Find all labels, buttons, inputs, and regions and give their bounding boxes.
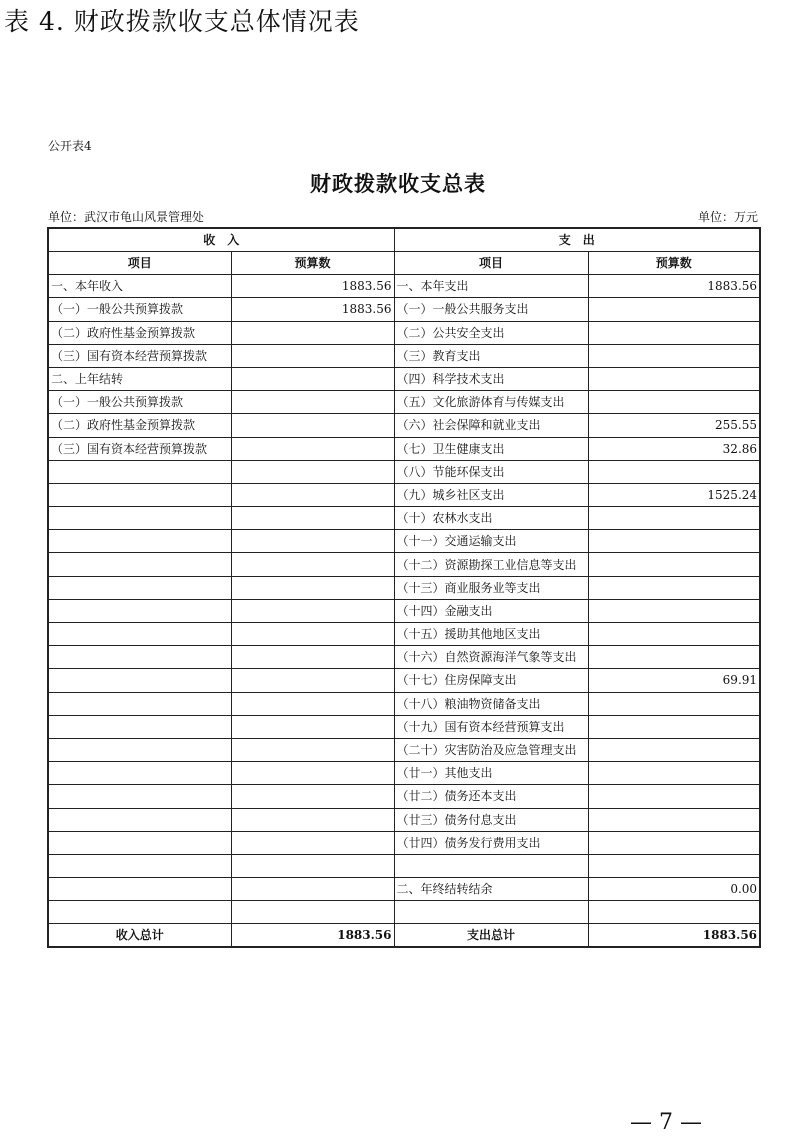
income-total-label: 收入总计	[48, 924, 231, 948]
expense-amount-cell	[588, 901, 760, 924]
income-item-cell	[48, 808, 231, 831]
income-item-cell	[48, 762, 231, 785]
table-row	[48, 321, 760, 344]
expense-item-cell: （二十）灾害防治及应急管理支出	[394, 738, 588, 761]
expense-item-cell: （三）教育支出	[394, 344, 588, 367]
expense-amount-cell	[588, 854, 760, 877]
income-amount-cell: 1883.56	[231, 298, 394, 321]
table-row	[48, 576, 760, 599]
income-amount-cell	[231, 692, 394, 715]
expense-item-cell: （十七）住房保障支出	[394, 669, 588, 692]
expense-amount-cell	[588, 831, 760, 854]
expense-item-cell: （十四）金融支出	[394, 599, 588, 622]
expense-item-cell: （廿三）债务付息支出	[394, 808, 588, 831]
expense-total-label: 支出总计	[394, 924, 588, 948]
table-row	[48, 692, 760, 715]
income-item-cell	[48, 831, 231, 854]
table-row	[48, 762, 760, 785]
expense-item-cell: （廿一）其他支出	[394, 762, 588, 785]
expense-amount-cell: 69.91	[588, 669, 760, 692]
expense-amount-cell	[588, 391, 760, 414]
header-row-columns	[48, 252, 760, 275]
income-item-cell	[48, 738, 231, 761]
expense-item-cell: 二、年终结转结余	[394, 878, 588, 901]
expense-item-cell: （二）公共安全支出	[394, 321, 588, 344]
expense-item-cell: （十九）国有资本经营预算支出	[394, 715, 588, 738]
income-item-cell: （二）政府性基金预算拨款	[48, 321, 231, 344]
unit-currency: 单位：万元	[697, 210, 758, 224]
expense-amount-cell	[588, 623, 760, 646]
income-amount-cell	[231, 576, 394, 599]
expense-item-cell: （十）农林水支出	[394, 507, 588, 530]
income-item-cell: 一、本年收入	[48, 275, 231, 298]
income-amount-cell	[231, 646, 394, 669]
income-amount-cell	[231, 344, 394, 367]
income-amount-cell	[231, 762, 394, 785]
income-item-header: 项目	[48, 252, 231, 275]
expense-item-cell: （七）卫生健康支出	[394, 437, 588, 460]
income-amount-cell	[231, 623, 394, 646]
budget-table-body	[48, 228, 760, 947]
table-row	[48, 599, 760, 622]
income-amount-cell	[231, 831, 394, 854]
income-budget-header: 预算数	[231, 252, 394, 275]
expense-amount-cell	[588, 738, 760, 761]
expense-amount-cell	[588, 530, 760, 553]
income-amount-cell: 1883.56	[231, 275, 394, 298]
expense-item-cell: （廿二）债务还本支出	[394, 785, 588, 808]
expense-amount-cell	[588, 646, 760, 669]
table-row	[48, 808, 760, 831]
totals-row	[48, 924, 760, 948]
table-row	[48, 344, 760, 367]
expense-item-cell: （十八）粮油物资储备支出	[394, 692, 588, 715]
expense-amount-cell	[588, 762, 760, 785]
income-amount-cell	[231, 669, 394, 692]
expense-amount-cell	[588, 599, 760, 622]
table-row	[48, 901, 760, 924]
expense-amount-cell	[588, 808, 760, 831]
income-item-cell: （一）一般公共预算拨款	[48, 391, 231, 414]
income-section-header: 收 入	[48, 228, 394, 252]
income-item-cell	[48, 623, 231, 646]
expense-amount-cell	[588, 553, 760, 576]
expense-amount-cell	[588, 460, 760, 483]
income-item-cell	[48, 692, 231, 715]
table-row	[48, 854, 760, 877]
expense-amount-cell: 1525.24	[588, 483, 760, 506]
income-item-cell: （三）国有资本经营预算拨款	[48, 437, 231, 460]
expense-budget-header: 预算数	[588, 252, 760, 275]
income-amount-cell	[231, 785, 394, 808]
income-item-cell	[48, 507, 231, 530]
expense-amount-cell	[588, 321, 760, 344]
expense-amount-cell	[588, 692, 760, 715]
expense-item-cell: （八）节能环保支出	[394, 460, 588, 483]
income-amount-cell	[231, 460, 394, 483]
table-row	[48, 391, 760, 414]
table-row	[48, 298, 760, 321]
expense-item-cell: （廿四）债务发行费用支出	[394, 831, 588, 854]
unit-organization: 单位：武汉市龟山风景管理处	[48, 210, 205, 224]
income-amount-cell	[231, 854, 394, 877]
income-amount-cell	[231, 321, 394, 344]
page-number: — 7 —	[630, 1110, 702, 1135]
income-amount-cell	[231, 808, 394, 831]
expense-item-cell: （十五）援助其他地区支出	[394, 623, 588, 646]
income-amount-cell	[231, 878, 394, 901]
income-amount-cell	[231, 507, 394, 530]
table-row	[48, 553, 760, 576]
income-amount-cell	[231, 367, 394, 390]
expense-amount-cell	[588, 507, 760, 530]
expense-item-cell	[394, 854, 588, 877]
expense-amount-cell: 255.55	[588, 414, 760, 437]
income-item-cell	[48, 715, 231, 738]
expense-amount-cell	[588, 715, 760, 738]
table-row	[48, 367, 760, 390]
expense-item-cell: （五）文化旅游体育与传媒支出	[394, 391, 588, 414]
expense-item-cell: （六）社会保障和就业支出	[394, 414, 588, 437]
income-item-cell	[48, 646, 231, 669]
income-amount-cell	[231, 738, 394, 761]
form-number: 公开表4	[48, 139, 92, 153]
document-title: 表 4. 财政拨款收支总体情况表	[4, 7, 360, 36]
income-item-cell: 二、上年结转	[48, 367, 231, 390]
expense-item-cell: （十六）自然资源海洋气象等支出	[394, 646, 588, 669]
table-row	[48, 530, 760, 553]
table-row	[48, 623, 760, 646]
expense-amount-cell	[588, 367, 760, 390]
expense-total-amount: 1883.56	[588, 924, 760, 948]
expense-item-cell: （一）一般公共服务支出	[394, 298, 588, 321]
income-item-cell	[48, 483, 231, 506]
expense-item-cell: 一、本年支出	[394, 275, 588, 298]
table-row	[48, 715, 760, 738]
expense-item-header: 项目	[394, 252, 588, 275]
expense-item-cell: （十二）资源勘探工业信息等支出	[394, 553, 588, 576]
income-item-cell: （二）政府性基金预算拨款	[48, 414, 231, 437]
income-item-cell	[48, 854, 231, 877]
income-amount-cell	[231, 414, 394, 437]
income-item-cell	[48, 785, 231, 808]
expense-amount-cell	[588, 785, 760, 808]
expense-amount-cell: 0.00	[588, 878, 760, 901]
income-item-cell: （一）一般公共预算拨款	[48, 298, 231, 321]
expense-item-cell: （十三）商业服务业等支出	[394, 576, 588, 599]
table-row	[48, 460, 760, 483]
header-row-sections	[48, 228, 760, 252]
income-amount-cell	[231, 437, 394, 460]
income-item-cell	[48, 669, 231, 692]
income-amount-cell	[231, 530, 394, 553]
table-row	[48, 646, 760, 669]
income-amount-cell	[231, 553, 394, 576]
expense-amount-cell: 32.86	[588, 437, 760, 460]
expense-item-cell: （十一）交通运输支出	[394, 530, 588, 553]
table-row	[48, 483, 760, 506]
income-item-cell	[48, 599, 231, 622]
expense-item-cell: （九）城乡社区支出	[394, 483, 588, 506]
income-item-cell	[48, 460, 231, 483]
expense-section-header: 支 出	[394, 228, 760, 252]
table-row	[48, 738, 760, 761]
table-row	[48, 669, 760, 692]
income-item-cell	[48, 576, 231, 599]
expense-amount-cell	[588, 344, 760, 367]
table-row	[48, 878, 760, 901]
expense-item-cell	[394, 901, 588, 924]
table-title: 财政拨款收支总表	[310, 171, 486, 196]
income-item-cell	[48, 553, 231, 576]
income-total-amount: 1883.56	[231, 924, 394, 948]
table-row	[48, 437, 760, 460]
income-item-cell	[48, 901, 231, 924]
income-amount-cell	[231, 599, 394, 622]
income-item-cell: （三）国有资本经营预算拨款	[48, 344, 231, 367]
expense-amount-cell	[588, 298, 760, 321]
expense-amount-cell	[588, 576, 760, 599]
expense-item-cell: （四）科学技术支出	[394, 367, 588, 390]
income-item-cell	[48, 878, 231, 901]
income-amount-cell	[231, 483, 394, 506]
table-row	[48, 831, 760, 854]
table-row	[48, 275, 760, 298]
table-row	[48, 785, 760, 808]
table-row	[48, 414, 760, 437]
table-row	[48, 507, 760, 530]
income-amount-cell	[231, 391, 394, 414]
income-amount-cell	[231, 901, 394, 924]
income-amount-cell	[231, 715, 394, 738]
income-item-cell	[48, 530, 231, 553]
expense-amount-cell: 1883.56	[588, 275, 760, 298]
budget-table	[47, 227, 761, 948]
